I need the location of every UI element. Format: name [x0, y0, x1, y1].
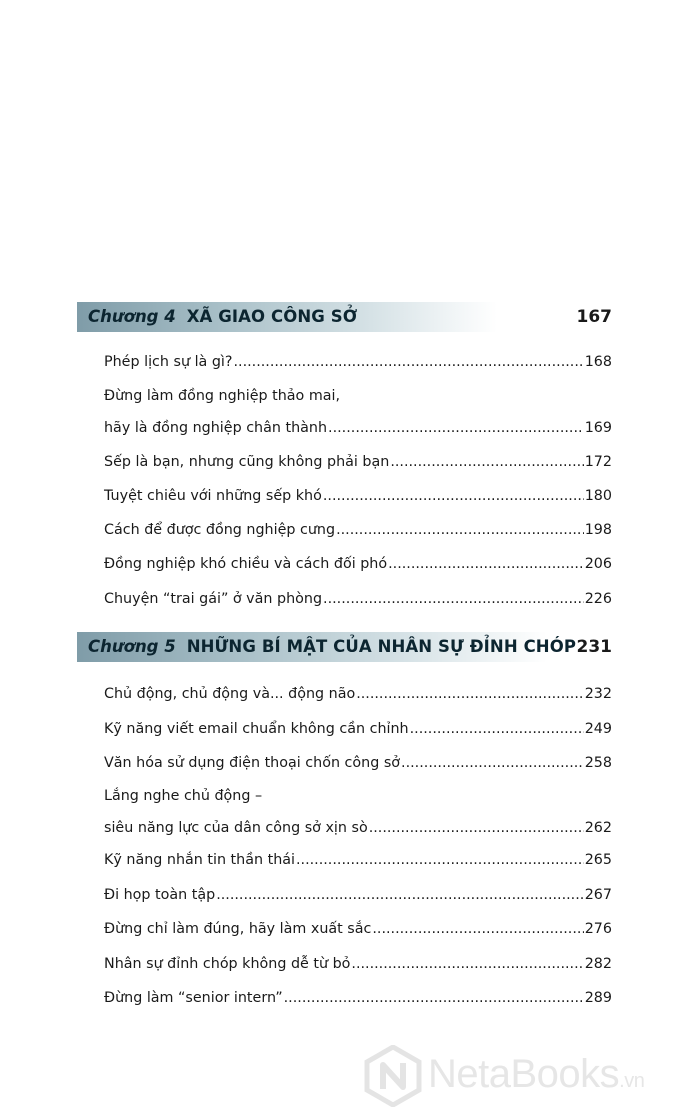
toc-entry[interactable]	[104, 554, 612, 588]
entry-title: Kỹ năng nhắn tin thần thái	[104, 852, 295, 868]
entry-page: 198	[584, 522, 612, 538]
chapter-title: XÃ GIAO CÔNG SỞ	[186, 307, 358, 326]
toc-entry[interactable]	[104, 786, 612, 852]
leader-dots	[296, 850, 584, 870]
toc-entry[interactable]	[104, 520, 612, 554]
chapter-title: NHỮNG BÍ MẬT CỦA NHÂN SỰ ĐỈNH CHÓP	[186, 637, 577, 656]
entry-title: Văn hóa sử dụng điện thoại chốn công sở	[104, 755, 401, 771]
netabooks-logo-icon	[364, 1045, 422, 1107]
entry-page: 232	[584, 686, 612, 702]
entry-page: 226	[584, 591, 612, 607]
entry-page: 180	[584, 488, 612, 504]
toc-entry[interactable]	[104, 885, 612, 919]
leader-dots	[216, 885, 584, 905]
leader-dots	[369, 818, 584, 838]
entry-title: Đừng làm đồng nghiệp thảo mai,	[104, 388, 341, 404]
entry-page: 276	[584, 921, 612, 937]
entry-title: Đi họp toàn tập	[104, 887, 216, 903]
entry-page: 168	[584, 354, 612, 370]
entry-title: Cách để được đồng nghiệp cưng	[104, 522, 336, 538]
entry-title: Sếp là bạn, nhưng cũng không phải bạn	[104, 454, 390, 470]
watermark-text: NetaBooks.vn	[428, 1052, 645, 1096]
leader-dots	[233, 352, 583, 372]
toc-entry[interactable]	[104, 919, 612, 953]
entry-page: 172	[584, 454, 612, 470]
chapter-page: 231	[576, 637, 612, 657]
entry-title: Tuyệt chiêu với những sếp khó	[104, 488, 322, 504]
toc-entry[interactable]	[104, 684, 612, 718]
entry-page: 265	[584, 852, 612, 868]
entry-page: 267	[584, 887, 612, 903]
entry-title: Đồng nghiệp khó chiều và cách đối phó	[104, 556, 388, 572]
entry-title: Chuyện “trai gái” ở văn phòng	[104, 591, 323, 607]
entry-title: Nhân sự đỉnh chóp không dễ từ bỏ	[104, 956, 351, 972]
leader-dots	[356, 684, 584, 704]
toc-entry[interactable]	[104, 850, 612, 884]
leader-dots	[336, 520, 584, 540]
chapter-heading	[77, 302, 617, 332]
chapter-number: Chương 4	[88, 307, 176, 326]
leader-dots	[323, 589, 584, 609]
toc-entry[interactable]	[104, 452, 612, 486]
netabooks-watermark	[360, 1043, 690, 1107]
entry-title: Kỹ năng viết email chuẩn không cần chỉnh	[104, 721, 409, 737]
entry-title: Đừng làm “senior intern”	[104, 990, 283, 1006]
entry-page: 258	[584, 755, 612, 771]
entry-title-line2: siêu năng lực của dân công sở xịn sò	[104, 820, 368, 836]
chapter-heading	[77, 632, 617, 662]
leader-dots	[351, 954, 583, 974]
entry-page: 206	[584, 556, 612, 572]
leader-dots	[390, 452, 583, 472]
leader-dots	[372, 919, 583, 939]
entry-title: Lắng nghe chủ động –	[104, 788, 263, 804]
chapter-number: Chương 5	[88, 637, 176, 656]
toc-entry[interactable]	[104, 486, 612, 520]
entry-page: 282	[584, 956, 612, 972]
entry-title: Phép lịch sự là gì?	[104, 354, 233, 370]
leader-dots	[323, 486, 584, 506]
entry-page: 262	[584, 820, 612, 836]
toc-entry[interactable]	[104, 386, 612, 452]
leader-dots	[284, 988, 584, 1008]
chapter-page: 167	[576, 307, 612, 327]
entry-page: 289	[584, 990, 612, 1006]
entry-page: 249	[584, 721, 612, 737]
leader-dots	[401, 753, 584, 773]
entry-title: Chủ động, chủ động và... động não	[104, 686, 356, 702]
toc-entry[interactable]	[104, 589, 612, 623]
entry-title-line2: hãy là đồng nghiệp chân thành	[104, 420, 328, 436]
leader-dots	[388, 554, 584, 574]
toc-entry[interactable]	[104, 988, 612, 1022]
toc-entry[interactable]	[104, 954, 612, 988]
toc-entry[interactable]	[104, 719, 612, 753]
entry-title: Đừng chỉ làm đúng, hãy làm xuất sắc	[104, 921, 372, 937]
entry-page: 169	[584, 420, 612, 436]
toc-entry[interactable]	[104, 352, 612, 386]
leader-dots	[410, 719, 584, 739]
leader-dots	[328, 418, 584, 438]
toc-entry[interactable]	[104, 753, 612, 787]
